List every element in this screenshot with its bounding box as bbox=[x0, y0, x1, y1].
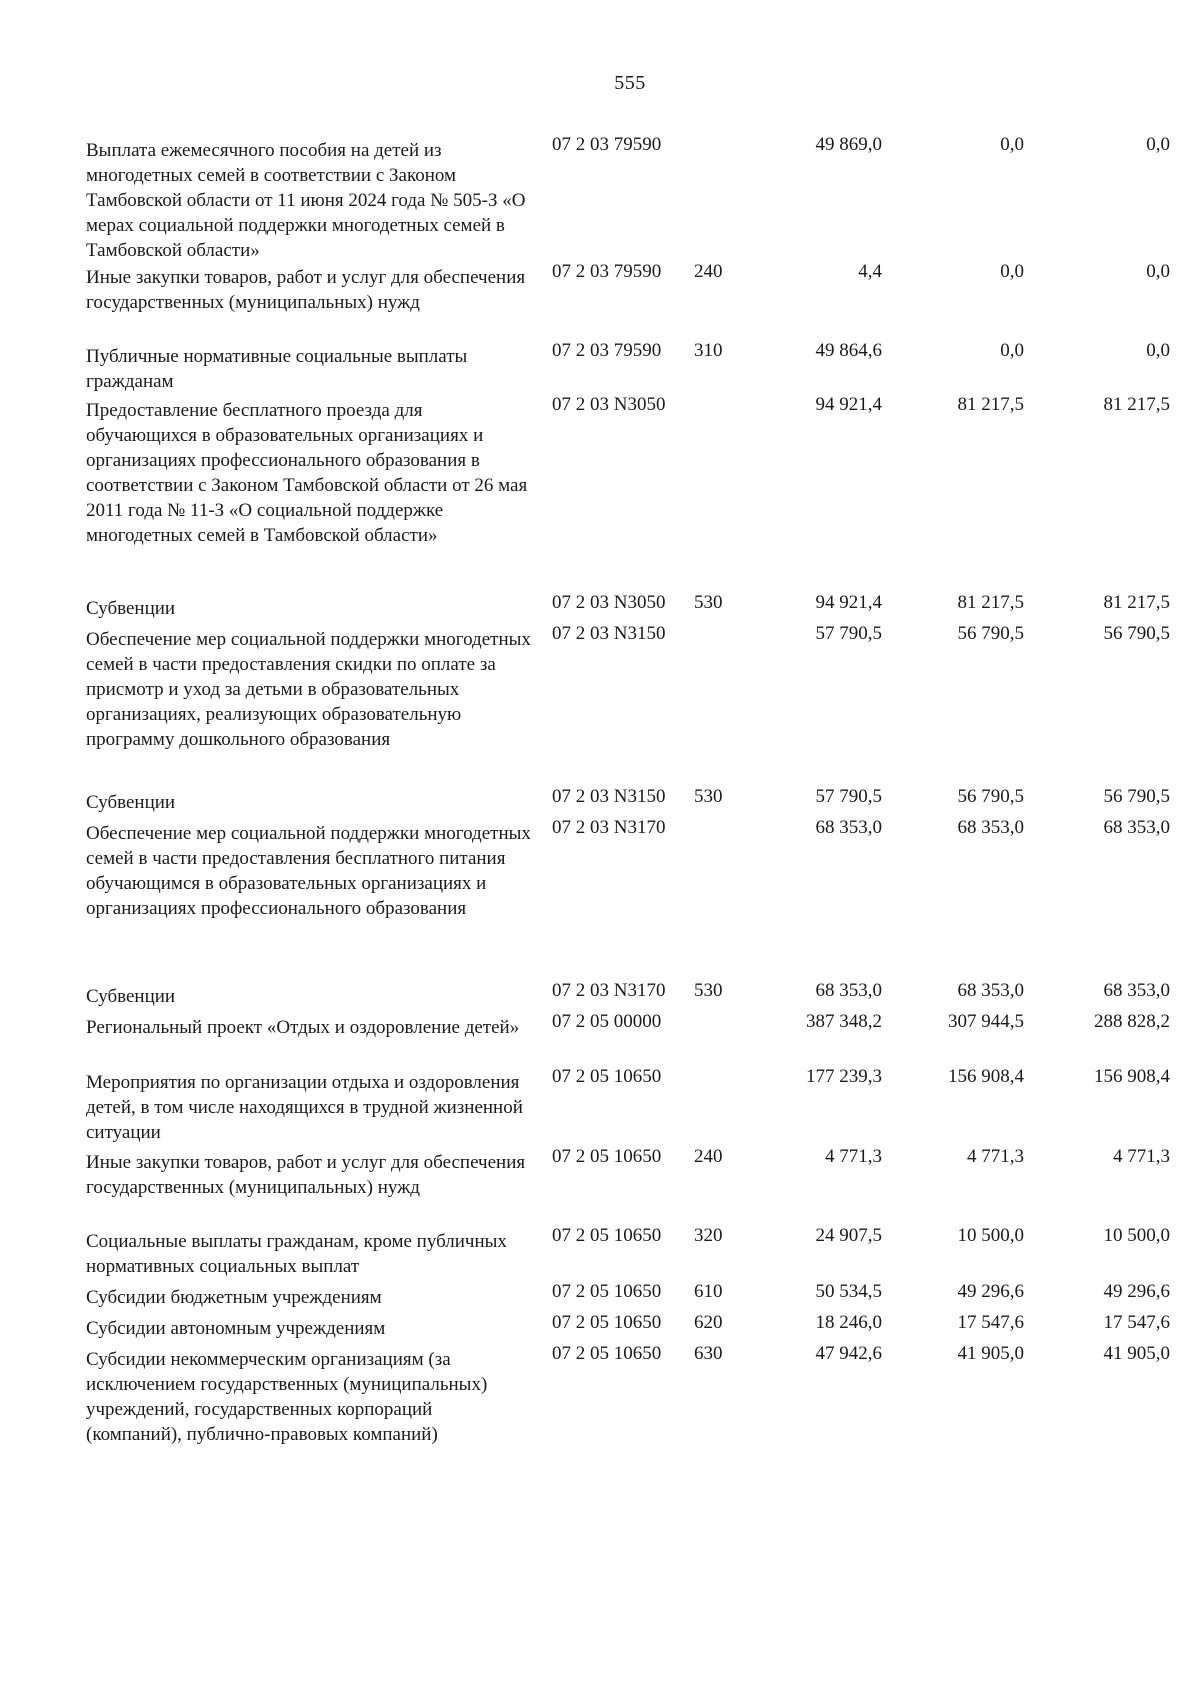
row-amount-2: 56 790,5 bbox=[957, 786, 1024, 807]
row-name: Субсидии бюджетным учреждениям bbox=[86, 1287, 382, 1308]
table-row bbox=[86, 621, 1170, 784]
row-code: 07 2 05 10650 bbox=[552, 1343, 662, 1364]
row-name: Мероприятия по организации отдыха и оздоровления детей, в том числе находящихся в трудной жизненной ситуации bbox=[86, 1072, 523, 1143]
row-vr: 530 bbox=[694, 786, 723, 807]
row-name: Иные закупки товаров, работ и услуг для обеспечения государственных (муниципальных) нужд bbox=[86, 1152, 526, 1198]
row-amount-1: 49 869,0 bbox=[815, 134, 882, 155]
row-code: 07 2 03 79590 bbox=[552, 340, 662, 361]
row-name: Региональный проект «Отдых и оздоровление детей» bbox=[86, 1017, 520, 1038]
row-amount-2: 10 500,0 bbox=[957, 1225, 1024, 1246]
row-amount-2: 156 908,4 bbox=[948, 1066, 1024, 1087]
row-name: Публичные нормативные социальные выплаты гражданам bbox=[86, 346, 468, 392]
table-row bbox=[86, 1223, 1170, 1279]
row-amount-3: 81 217,5 bbox=[1103, 592, 1170, 613]
row-name: Выплата ежемесячного пособия на детей из многодетных семей в соответствии с Законом Тамбовской области от 11 июня 2024 года № 505-З «О мерах социальной поддержки многодетных семей в Тамбовской области» bbox=[86, 140, 526, 261]
row-vr: 240 bbox=[694, 261, 723, 282]
row-amount-2: 49 296,6 bbox=[957, 1281, 1024, 1302]
table-row bbox=[86, 259, 1170, 338]
row-name: Обеспечение мер социальной поддержки многодетных семей в части предоставления бесплатного питания обучающимся в образовательных организациях и организациях профессионального образования bbox=[86, 823, 531, 919]
row-code: 07 2 03 N3170 bbox=[552, 817, 666, 838]
page-number: 555 bbox=[614, 72, 646, 94]
row-amount-3: 56 790,5 bbox=[1103, 623, 1170, 644]
table-row bbox=[86, 1310, 1170, 1341]
row-amount-2: 17 547,6 bbox=[957, 1312, 1024, 1333]
table-row bbox=[86, 1144, 1170, 1223]
row-amount-1: 387 348,2 bbox=[806, 1011, 882, 1032]
row-code: 07 2 03 N3170 bbox=[552, 980, 666, 1001]
row-vr: 610 bbox=[694, 1281, 723, 1302]
row-amount-2: 307 944,5 bbox=[948, 1011, 1024, 1032]
row-amount-1: 94 921,4 bbox=[815, 394, 882, 415]
row-name: Обеспечение мер социальной поддержки многодетных семей в части предоставления скидки по оплате за присмотр и уход за детьми в образовательных организациях, реализующих образовательную программу дошкольного образования bbox=[86, 629, 531, 750]
row-code: 07 2 03 N3050 bbox=[552, 592, 666, 613]
row-vr: 630 bbox=[694, 1343, 723, 1364]
row-name: Предоставление бесплатного проезда для обучающихся в образовательных организациях и организациях профессионального образования в соответствии с Законом Тамбовской области от 26 мая 2011 года № 11-З «О социальной поддержке многодетных семей в Тамбовской области» bbox=[86, 400, 528, 546]
row-name: Иные закупки товаров, работ и услуг для обеспечения государственных (муниципальных) нужд bbox=[86, 267, 526, 313]
row-vr: 620 bbox=[694, 1312, 723, 1333]
row-amount-3: 288 828,2 bbox=[1094, 1011, 1170, 1032]
row-amount-3: 0,0 bbox=[1146, 134, 1170, 155]
row-amount-1: 24 907,5 bbox=[815, 1225, 882, 1246]
row-code: 07 2 03 79590 bbox=[552, 134, 662, 155]
row-vr: 530 bbox=[694, 592, 723, 613]
row-name: Субвенции bbox=[86, 792, 176, 813]
table-row bbox=[86, 132, 1170, 259]
row-amount-2: 81 217,5 bbox=[957, 592, 1024, 613]
row-amount-3: 10 500,0 bbox=[1103, 1225, 1170, 1246]
table-row bbox=[86, 1009, 1170, 1064]
row-amount-2: 68 353,0 bbox=[957, 980, 1024, 1001]
row-code: 07 2 05 10650 bbox=[552, 1281, 662, 1302]
row-code: 07 2 05 10650 bbox=[552, 1066, 662, 1087]
row-code: 07 2 05 10650 bbox=[552, 1312, 662, 1333]
row-amount-1: 49 864,6 bbox=[815, 340, 882, 361]
row-amount-3: 49 296,6 bbox=[1103, 1281, 1170, 1302]
row-vr: 530 bbox=[694, 980, 723, 1001]
row-name: Субсидии автономным учреждениям bbox=[86, 1318, 386, 1339]
table-row bbox=[86, 784, 1170, 815]
row-amount-2: 0,0 bbox=[1000, 261, 1024, 282]
row-amount-1: 68 353,0 bbox=[815, 817, 882, 838]
row-code: 07 2 03 79590 bbox=[552, 261, 662, 282]
table-row bbox=[86, 978, 1170, 1009]
row-name: Субвенции bbox=[86, 986, 176, 1007]
row-name: Субвенции bbox=[86, 598, 176, 619]
row-vr: 320 bbox=[694, 1225, 723, 1246]
row-amount-3: 4 771,3 bbox=[1113, 1146, 1170, 1167]
row-amount-1: 4,4 bbox=[858, 261, 882, 282]
table-row bbox=[86, 1279, 1170, 1310]
row-code: 07 2 05 10650 bbox=[552, 1146, 662, 1167]
row-amount-2: 68 353,0 bbox=[957, 817, 1024, 838]
table-row bbox=[86, 815, 1170, 978]
table-row bbox=[86, 392, 1170, 590]
row-amount-3: 68 353,0 bbox=[1103, 817, 1170, 838]
row-code: 07 2 03 N3150 bbox=[552, 623, 666, 644]
table-row bbox=[86, 1064, 1170, 1144]
row-amount-3: 0,0 bbox=[1146, 340, 1170, 361]
row-amount-1: 57 790,5 bbox=[815, 623, 882, 644]
row-vr: 310 bbox=[694, 340, 723, 361]
table-row bbox=[86, 1341, 1170, 1471]
row-code: 07 2 03 N3150 bbox=[552, 786, 666, 807]
row-amount-3: 68 353,0 bbox=[1103, 980, 1170, 1001]
row-amount-2: 0,0 bbox=[1000, 134, 1024, 155]
row-amount-1: 94 921,4 bbox=[815, 592, 882, 613]
row-amount-1: 57 790,5 bbox=[815, 786, 882, 807]
budget-table bbox=[86, 132, 1170, 1471]
row-amount-3: 41 905,0 bbox=[1103, 1343, 1170, 1364]
row-amount-2: 41 905,0 bbox=[957, 1343, 1024, 1364]
row-code: 07 2 05 00000 bbox=[552, 1011, 662, 1032]
row-amount-1: 4 771,3 bbox=[825, 1146, 882, 1167]
row-amount-3: 17 547,6 bbox=[1103, 1312, 1170, 1333]
table-row bbox=[86, 590, 1170, 621]
row-amount-3: 81 217,5 bbox=[1103, 394, 1170, 415]
row-amount-3: 0,0 bbox=[1146, 261, 1170, 282]
row-amount-2: 0,0 bbox=[1000, 340, 1024, 361]
row-amount-1: 18 246,0 bbox=[815, 1312, 882, 1333]
row-name: Социальные выплаты гражданам, кроме публичных нормативных социальных выплат bbox=[86, 1231, 507, 1277]
row-amount-1: 177 239,3 bbox=[806, 1066, 882, 1087]
row-vr: 240 bbox=[694, 1146, 723, 1167]
row-name: Субсидии некоммерческим организациям (за исключением государственных (муниципальных) учреждений, государственных корпораций (компаний), публично-правовых компаний) bbox=[86, 1349, 488, 1445]
row-amount-2: 56 790,5 bbox=[957, 623, 1024, 644]
row-amount-2: 4 771,3 bbox=[967, 1146, 1024, 1167]
row-amount-1: 50 534,5 bbox=[815, 1281, 882, 1302]
table-row bbox=[86, 338, 1170, 392]
row-amount-2: 81 217,5 bbox=[957, 394, 1024, 415]
row-amount-1: 47 942,6 bbox=[815, 1343, 882, 1364]
row-code: 07 2 03 N3050 bbox=[552, 394, 666, 415]
row-amount-3: 156 908,4 bbox=[1094, 1066, 1170, 1087]
row-amount-1: 68 353,0 bbox=[815, 980, 882, 1001]
row-code: 07 2 05 10650 bbox=[552, 1225, 662, 1246]
row-amount-3: 56 790,5 bbox=[1103, 786, 1170, 807]
